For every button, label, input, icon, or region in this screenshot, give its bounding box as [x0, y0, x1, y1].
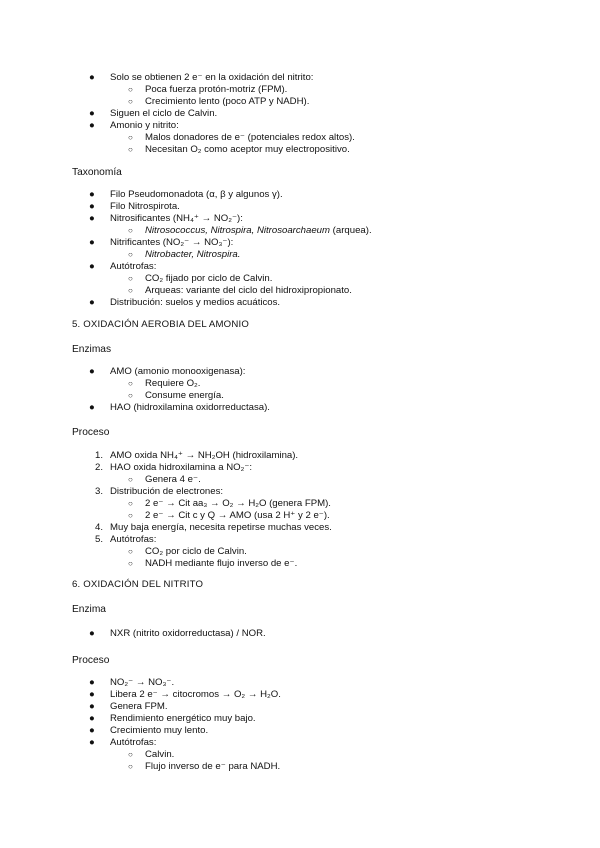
sub-bullet-icon: ○ — [128, 286, 133, 295]
list-item: Autótrofas: — [110, 261, 157, 272]
sub-bullet-icon: ○ — [128, 511, 133, 520]
section-title: 6. OXIDACIÓN DEL NITRITO — [72, 579, 204, 590]
sub-bullet-icon: ○ — [128, 559, 133, 568]
sub-bullet-icon: ○ — [128, 762, 133, 771]
list-item: Nitrosificantes (NH₄⁺ → NO₂⁻): — [110, 213, 243, 224]
bullet-icon: ● — [89, 72, 95, 83]
sub-list-item — [145, 249, 240, 261]
sub-list-item: Genera 4 e⁻. — [145, 474, 201, 485]
bullet-icon: ● — [89, 725, 95, 736]
bullet-icon: ● — [89, 689, 95, 700]
list-item: NO₂⁻ → NO₃⁻. — [110, 677, 175, 688]
section-heading: Enzimas — [72, 344, 112, 355]
bullet-icon: ● — [89, 237, 95, 248]
list-item: Crecimiento muy lento. — [110, 725, 209, 736]
sub-list-item: CO₂ fijado por ciclo de Calvin. — [145, 273, 273, 284]
sub-bullet-icon: ○ — [128, 274, 133, 283]
bullet-icon: ● — [89, 677, 95, 688]
sub-bullet-icon: ○ — [128, 226, 133, 235]
list-item: Filo Nitrospirota. — [110, 201, 180, 212]
section-heading: Proceso — [72, 655, 110, 666]
sub-list-item: Consume energía. — [145, 390, 224, 401]
list-number: 3. — [94, 486, 103, 497]
sub-bullet-icon: ○ — [128, 499, 133, 508]
list-number: 1. — [94, 450, 103, 461]
sub-list-item: Requiere O₂. — [145, 378, 201, 389]
sub-bullet-icon: ○ — [128, 379, 133, 388]
list-item: Rendimiento energético muy bajo. — [110, 713, 256, 724]
bullet-icon: ● — [89, 120, 95, 131]
sub-list-item: 2 e⁻ → Cit aa₃ → O₂ → H₂O (genera FPM). — [145, 498, 331, 509]
sub-list-item — [145, 225, 372, 237]
bullet-icon: ● — [89, 737, 95, 748]
sub-bullet-icon: ○ — [128, 391, 133, 400]
bullet-icon: ● — [89, 261, 95, 272]
list-number: 4. — [94, 522, 103, 533]
sub-list-item: Poca fuerza protón-motriz (FPM). — [145, 84, 288, 95]
bullet-icon: ● — [89, 628, 95, 639]
section-heading: Taxonomía — [72, 167, 122, 178]
list-item: Solo se obtienen 2 e⁻ en la oxidación del nitrito: — [110, 72, 314, 83]
list-item: Genera FPM. — [110, 701, 168, 712]
list-item: Autótrofas: — [110, 534, 157, 545]
sub-list-item: NADH mediante flujo inverso de e⁻. — [145, 558, 298, 569]
sub-bullet-icon: ○ — [128, 133, 133, 142]
list-number: 2. — [94, 462, 103, 473]
bullet-icon: ● — [89, 402, 95, 413]
sub-bullet-icon: ○ — [128, 145, 133, 154]
species-names: Nitrosococcus, Nitrospira, Nitrosoarchaeum — [145, 225, 331, 236]
list-item: Muy baja energía, necesita repetirse muchas veces. — [110, 522, 332, 533]
sub-list-item: Malos donadores de e⁻ (potenciales redox altos). — [145, 132, 355, 143]
bullet-icon: ● — [89, 108, 95, 119]
bullet-icon: ● — [89, 213, 95, 224]
sub-list-item: 2 e⁻ → Cit c y Q → AMO (usa 2 H⁺ y 2 e⁻). — [145, 510, 330, 521]
sub-list-item: CO₂ por ciclo de Calvin. — [145, 546, 247, 557]
sub-bullet-icon: ○ — [128, 547, 133, 556]
list-item: Autótrofas: — [110, 737, 157, 748]
sub-bullet-icon: ○ — [128, 85, 133, 94]
bullet-icon: ● — [89, 713, 95, 724]
bullet-icon: ● — [89, 189, 95, 200]
list-item: Distribución de electrones: — [110, 486, 224, 497]
bullet-icon: ● — [89, 297, 95, 308]
list-item: Siguen el ciclo de Calvin. — [110, 108, 218, 119]
list-item: Filo Pseudomonadota (α, β y algunos γ). — [110, 189, 283, 200]
list-item: AMO oxida NH₄⁺ → NH₂OH (hidroxilamina). — [110, 450, 299, 461]
list-item: Libera 2 e⁻ → citocromos → O₂ → H₂O. — [110, 689, 281, 700]
sub-list-item: Calvin. — [145, 749, 175, 760]
list-item: Nitrificantes (NO₂⁻ → NO₃⁻): — [110, 237, 234, 248]
sub-list-item: Crecimiento lento (poco ATP y NADH). — [145, 96, 310, 107]
list-item: Amonio y nitrito: — [110, 120, 179, 131]
list-number: 5. — [94, 534, 103, 545]
sub-bullet-icon: ○ — [128, 750, 133, 759]
sub-list-item: Necesitan O₂ como aceptor muy electropositivo. — [145, 144, 350, 155]
list-item: HAO (hidroxilamina oxidorreductasa). — [110, 402, 270, 413]
species-names: Nitrobacter, Nitrospira. — [145, 249, 241, 260]
sub-list-item: Flujo inverso de e⁻ para NADH. — [145, 761, 281, 772]
list-item: HAO oxida hidroxilamina a NO₂⁻: — [110, 462, 253, 473]
bullet-icon: ● — [89, 201, 95, 212]
bullet-icon: ● — [89, 701, 95, 712]
sub-list-item: Arqueas: variante del ciclo del hidroxipropionato. — [145, 285, 352, 296]
section-heading: Enzima — [72, 604, 106, 615]
section-heading: Proceso — [72, 427, 110, 438]
list-item: AMO (amonio monooxigenasa): — [110, 366, 246, 377]
section-title: 5. OXIDACIÓN AEROBIA DEL AMONIO — [72, 319, 249, 330]
list-item: Distribución: suelos y medios acuáticos. — [110, 297, 281, 308]
bullet-icon: ● — [89, 366, 95, 377]
list-item: NXR (nitrito oxidorreductasa) / NOR. — [110, 628, 266, 639]
sub-bullet-icon: ○ — [128, 250, 133, 259]
sub-bullet-icon: ○ — [128, 97, 133, 106]
species-note: (arquea). — [330, 225, 372, 236]
sub-bullet-icon: ○ — [128, 475, 133, 484]
